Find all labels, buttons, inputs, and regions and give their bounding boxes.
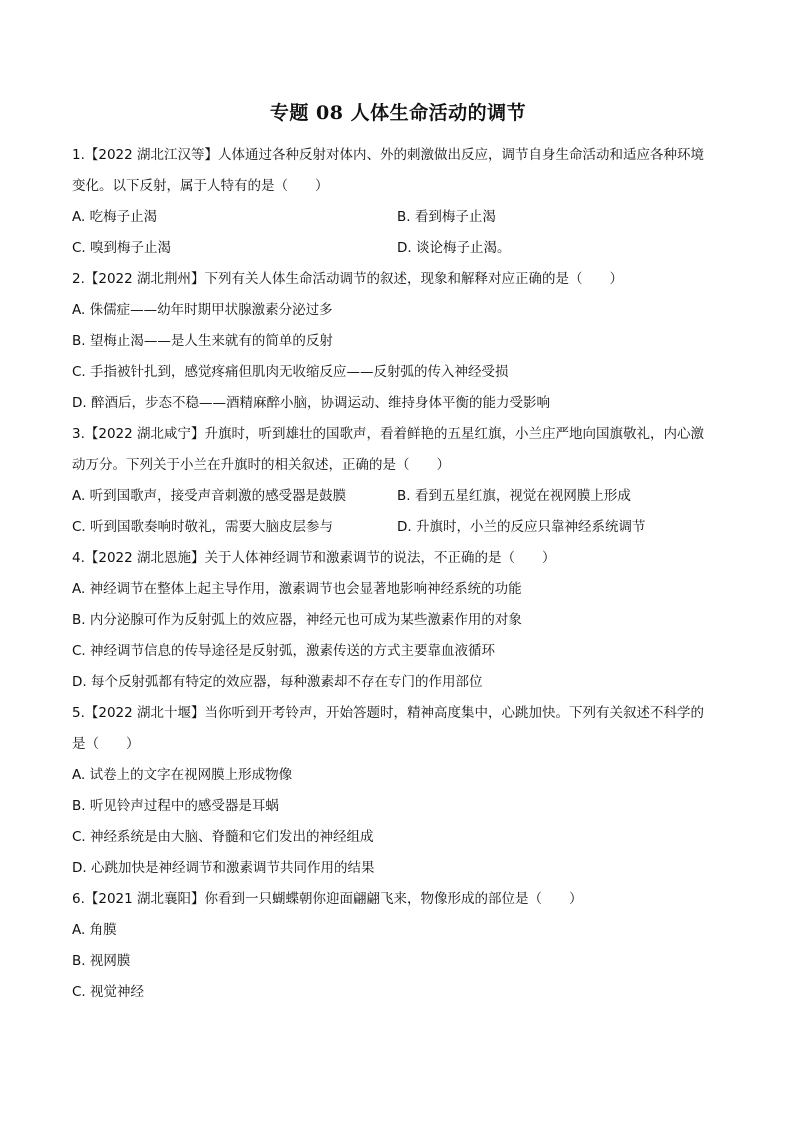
- question-stem: 4.【2022 湖北恩施】关于人体神经调节和激素调节的说法，不正确的是（ ）: [72, 550, 556, 566]
- option-b: B. 看到五星红旗，视觉在视网膜上形成: [397, 488, 631, 504]
- question-stem: 变化。以下反射，属于人特有的是（ ）: [72, 178, 329, 194]
- option-d: D. 醉酒后，步态不稳——酒精麻醉小脑，协调运动、维持身体平衡的能力受影响: [72, 395, 550, 411]
- option-row: [72, 481, 724, 512]
- question-4: [72, 543, 724, 698]
- option-a: A. 侏儒症——幼年时期甲状腺激素分泌过多: [72, 302, 333, 318]
- question-1: [72, 140, 724, 264]
- option-b: B. 视网膜: [72, 953, 131, 969]
- question-list: [72, 140, 724, 1008]
- option-a: A. 试卷上的文字在视网膜上形成物像: [72, 767, 293, 783]
- question-stem: 1.【2022 湖北江汉等】人体通过各种反射对体内、外的刺激做出反应，调节自身生命活动和适应各种环境: [72, 147, 705, 163]
- option-b: B. 望梅止渴——是人生来就有的简单的反射: [72, 333, 333, 349]
- option-a: A. 吃梅子止渴: [72, 209, 158, 225]
- option-a: A. 神经调节在整体上起主导作用，激素调节也会显著地影响神经系统的功能: [72, 581, 522, 597]
- option-d: D. 心跳加快是神经调节和激素调节共同作用的结果: [72, 860, 375, 876]
- option-b: B. 看到梅子止渴: [397, 209, 496, 225]
- question-stem: 是（ ）: [72, 736, 140, 752]
- question-stem: 6.【2021 湖北襄阳】你看到一只蝴蝶朝你迎面翩翩飞来，物像形成的部位是（ ）: [72, 891, 583, 907]
- question-5: [72, 698, 724, 884]
- option-b: B. 听见铃声过程中的感受器是耳蜗: [72, 798, 279, 814]
- option-row: [72, 202, 724, 233]
- option-d: D. 谈论梅子止渴。: [397, 240, 511, 256]
- question-2: [72, 264, 724, 419]
- option-row: [72, 233, 724, 264]
- question-3: [72, 419, 724, 543]
- question-stem: 2.【2022 湖北荆州】下列有关人体生命活动调节的叙述，现象和解释对应正确的是（ ）: [72, 271, 624, 287]
- option-c: C. 手指被针扎到，感觉疼痛但肌肉无收缩反应——反射弧的传入神经受损: [72, 364, 509, 380]
- option-c: C. 神经调节信息的传导途径是反射弧，激素传送的方式主要靠血液循环: [72, 643, 496, 659]
- option-d: D. 升旗时，小兰的反应只靠神经系统调节: [397, 519, 646, 535]
- question-6: [72, 884, 724, 1008]
- option-c: C. 嗅到梅子止渴: [72, 240, 172, 256]
- option-c: C. 听到国歌奏响时敬礼，需要大脑皮层参与: [72, 519, 334, 535]
- option-a: A. 角膜: [72, 922, 117, 938]
- question-stem: 动万分。下列关于小兰在升旗时的相关叙述，正确的是（ ）: [72, 457, 450, 473]
- option-d: D. 每个反射弧都有特定的效应器，每种激素却不存在专门的作用部位: [72, 674, 483, 690]
- option-a: A. 听到国歌声，接受声音刺激的感受器是鼓膜: [72, 488, 347, 504]
- option-row: [72, 512, 724, 543]
- question-stem: 5.【2022 湖北十堰】当你听到开考铃声，开始答题时，精神高度集中，心跳加快。下列有关叙述不科学的: [72, 705, 705, 721]
- question-stem: 3.【2022 湖北咸宁】升旗时，听到雄壮的国歌声，看着鲜艳的五星红旗，小兰庄严地向国旗敬礼，内心激: [72, 426, 705, 442]
- page-title: 专题 08 人体生命活动的调节: [269, 102, 527, 124]
- option-b: B. 内分泌腺可作为反射弧上的效应器，神经元也可成为某些激素作用的对象: [72, 612, 522, 628]
- option-c: C. 视觉神经: [72, 984, 145, 1000]
- option-c: C. 神经系统是由大脑、脊髓和它们发出的神经组成: [72, 829, 374, 845]
